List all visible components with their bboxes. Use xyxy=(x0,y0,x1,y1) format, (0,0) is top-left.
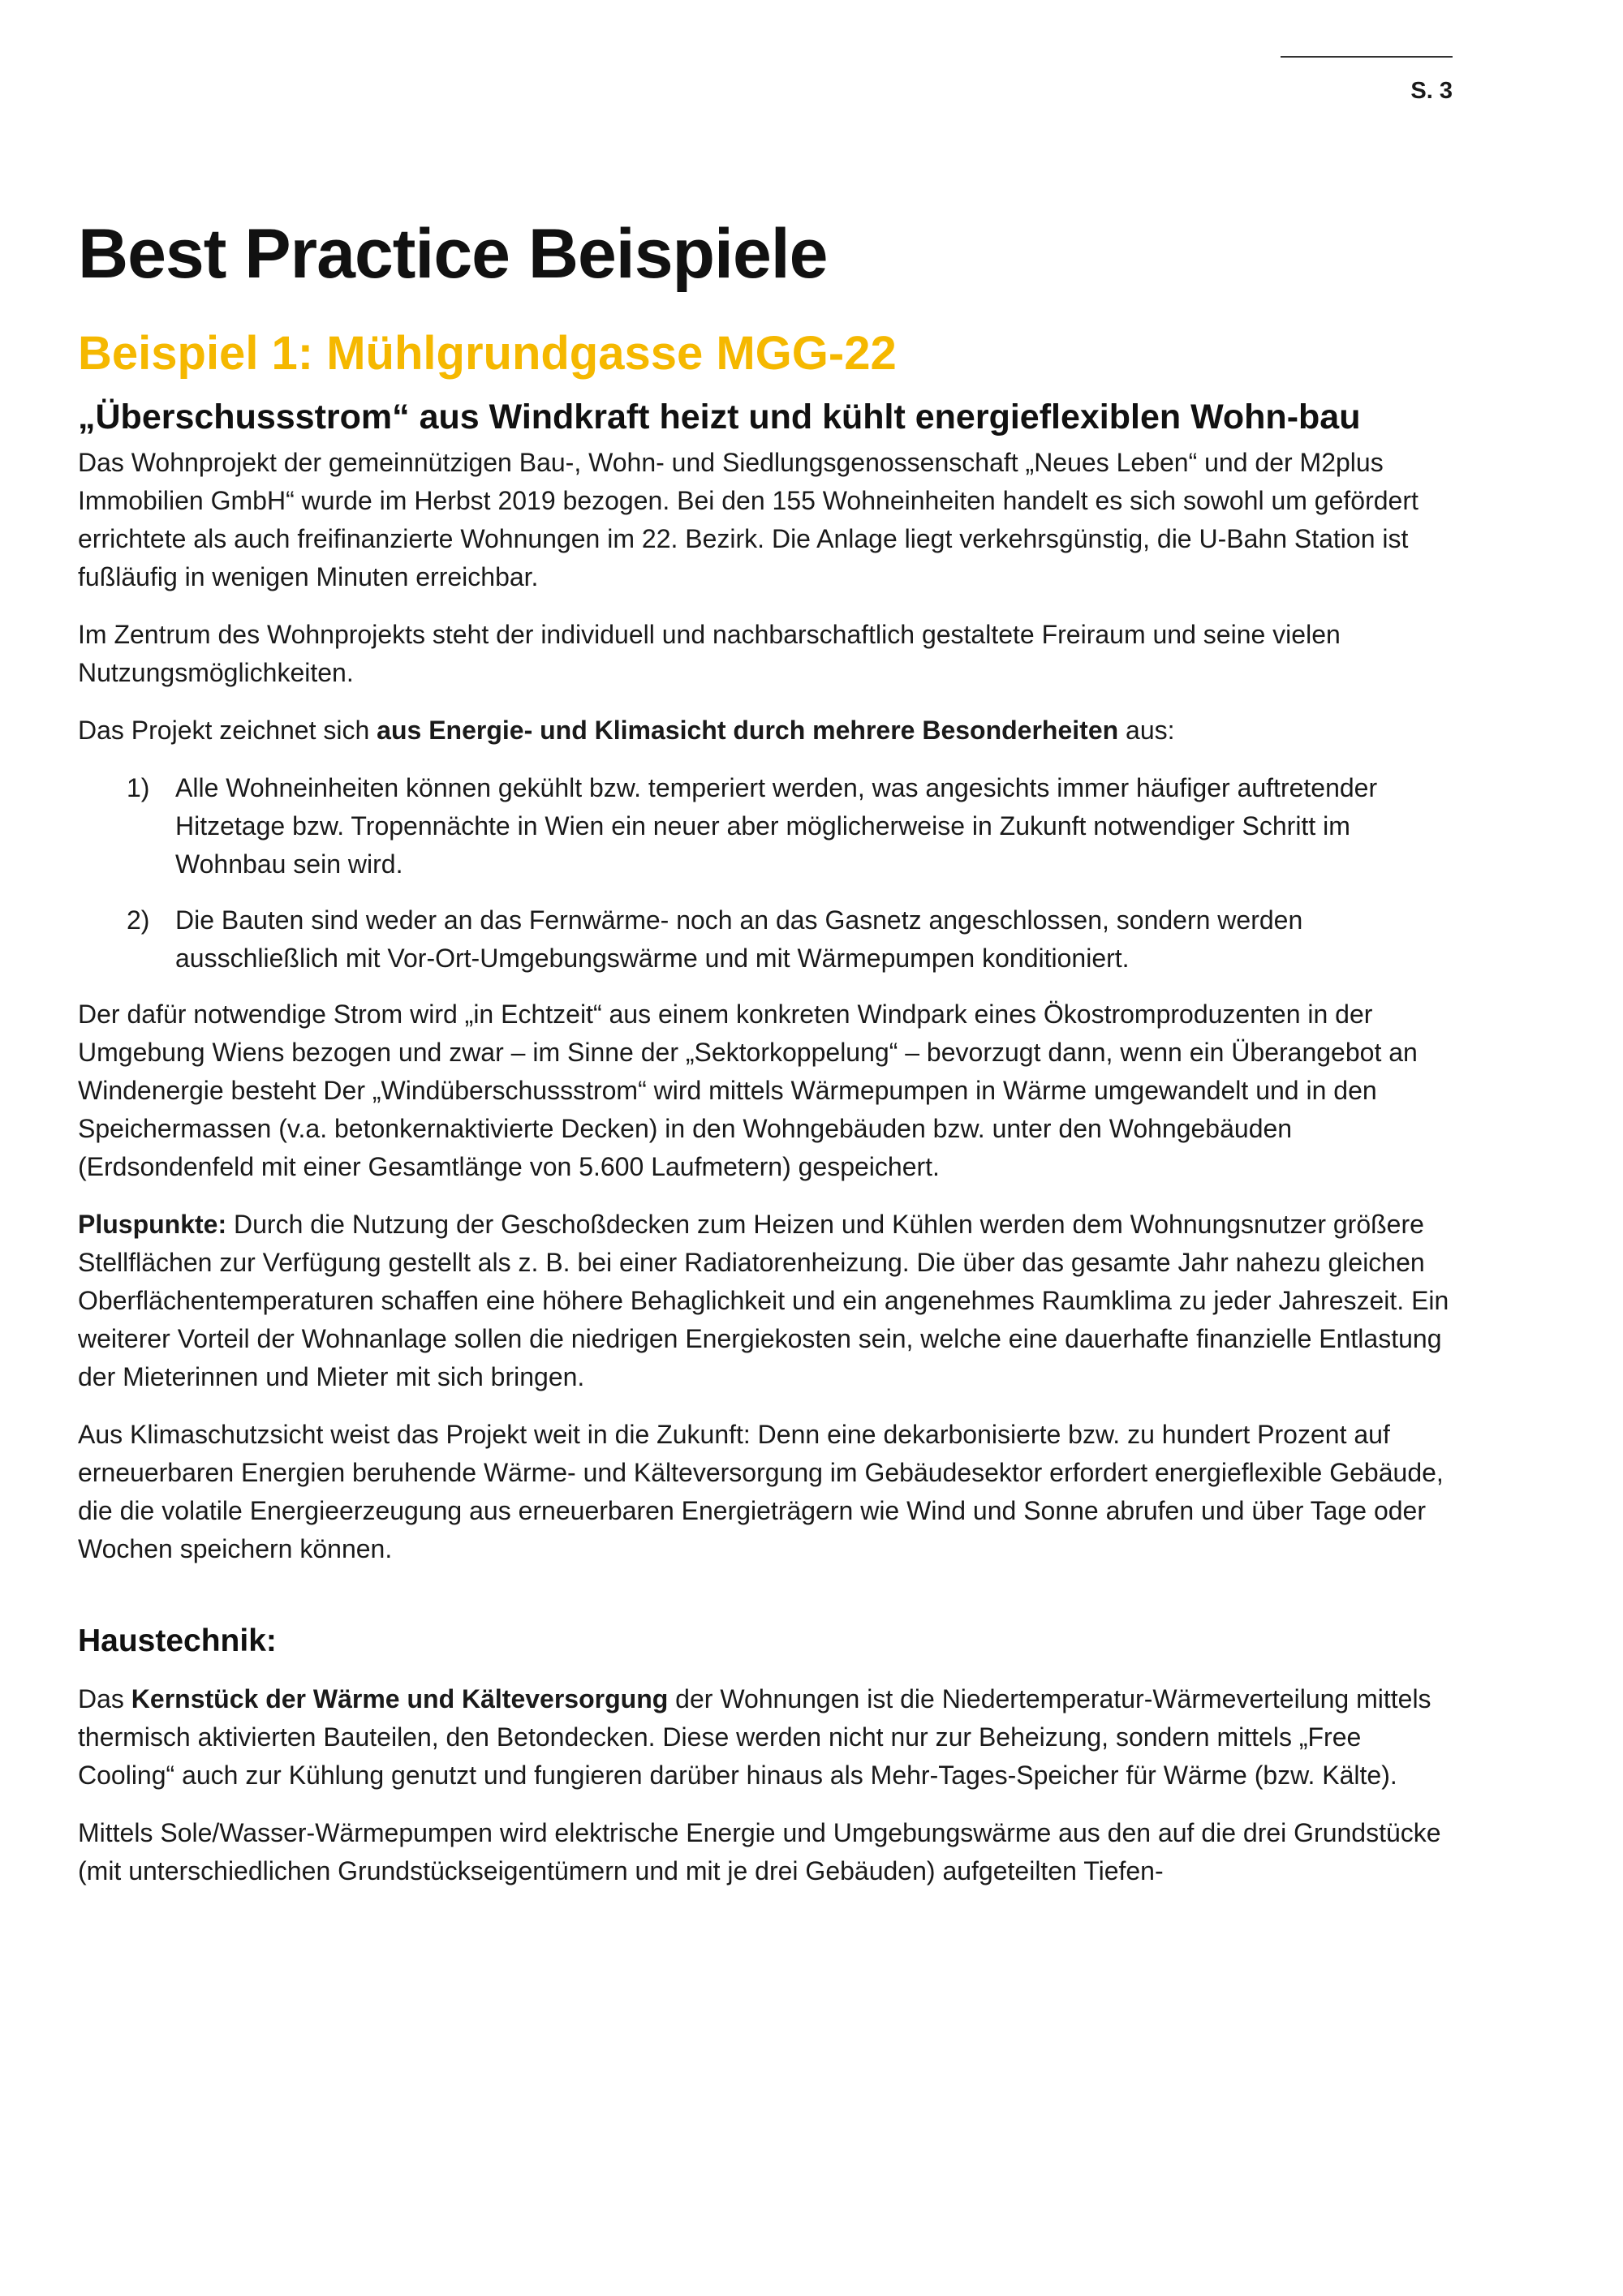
paragraph-besonderheiten xyxy=(78,712,1453,750)
page-title: Best Practice Beispiele xyxy=(78,215,828,293)
list-item xyxy=(78,901,1453,978)
pluspunkte-label: Pluspunkte: xyxy=(78,1210,227,1240)
pluspunkte-text: Durch die Nutzung der Geschoßdecken zum Heizen und Kühlen werden dem Wohnungsnutzer größere Stellflächen zur Verfügung gestellt als z. B. bei einer Radiatorenheizung. Die über das gesamte Jahr nahezu gleichen Oberflächentemperaturen schaffen eine höhere Behaglichkeit und ein angenehmes Raumklima zu jeder Jahreszeit. Ein weiterer Vorteil der Wohnanlage sollen die niedrigen Energiekosten sein, welche eine dauerhafte finanzielle Entlastung der Mieterinnen und Mieter mit sich bringen. xyxy=(78,1210,1449,1392)
section-heading-haustechnik: Haustechnik: xyxy=(78,1623,277,1659)
list-item-text: Alle Wohneinheiten können gekühlt bzw. temperiert werden, was angesichts immer häufiger auftretender Hitzetage bzw. Tropennächte in Wien ein neuer aber möglicherweise in Zukunft notwendiger Schritt im Wohnbau sein wird. xyxy=(175,773,1378,879)
paragraph-klimaschutz: Aus Klimaschutzsicht weist das Projekt weit in die Zukunft: Denn eine dekarbonisierte bzw. zu hundert Prozent auf erneuerbaren Energien beruhende Wärme- und Kälteversorgung im Gebäudesektor erfordert energieflexible Gebäude, die die volatile Energieerzeugung aus erneuerbaren Energieträgern wie Wind und Sonne abrufen und über Tage oder Wochen speichern können. xyxy=(78,1420,1444,1564)
feature-list xyxy=(78,769,1453,978)
paragraph-intro: Das Wohnprojekt der gemeinnützigen Bau-, Wohn- und Siedlungsgenossenschaft „Neues Leben“ und der M2plus Immobilien GmbH“ wurde im Herbst 2019 bezogen. Bei den 155 Wohneinheiten handelt es sich sowohl um gefördert errichtete als auch freifinanzierte Wohnungen im 22. Bezirk. Die Anlage liegt verkehrsgünstig, die U-Bahn Station ist fußläufig in wenigen Minuten erreichbar. xyxy=(78,448,1419,592)
besonderheiten-highlight: aus Energie- und Klimasicht durch mehrere Besonderheiten xyxy=(377,716,1119,746)
paragraph-waermepumpen: Mittels Sole/Wasser-Wärmepumpen wird elektrische Energie und Umgebungswärme aus den auf die drei Grundstücke (mit unterschiedlichen Grundstückseigentümern und mit je drei Gebäuden) aufgeteilten Tiefen- xyxy=(78,1818,1441,1886)
list-item xyxy=(78,769,1453,884)
kernstueck-highlight: Kernstück der Wärme und Kälteversorgung xyxy=(131,1684,669,1714)
list-item-number: 2) xyxy=(127,905,150,935)
example-title: Beispiel 1: Mühlgrundgasse MGG-22 xyxy=(78,327,897,381)
list-item-number: 1) xyxy=(127,773,150,803)
kernstueck-text-post: der Wohnungen ist die Niedertemperatur-Wärmeverteilung mittels thermisch aktivierten Bauteilen, den Betondecken. Diese werden nicht nur zur Beheizung, sondern mittels „Free Cooling“ auch zur Kühlung genutzt und fungieren darüber hinaus als Mehr-Tages-Speicher für Wärme (bzw. Kälte). xyxy=(78,1684,1431,1791)
list-item-text: Die Bauten sind weder an das Fernwärme- noch an das Gasnetz angeschlossen, sondern werden ausschließlich mit Vor-Ort-Umgebungswärme und mit Wärmepumpen konditioniert. xyxy=(175,905,1303,974)
paragraph-pluspunkte xyxy=(78,1206,1453,1396)
example-subtitle: „Überschussstrom“ aus Windkraft heizt und kühlt energieflexiblen Wohn-bau xyxy=(78,397,1361,436)
paragraph-kernstueck xyxy=(78,1680,1453,1795)
main-content xyxy=(78,213,1453,1910)
header-rule xyxy=(1281,56,1453,58)
kernstueck-text-pre: Das xyxy=(78,1684,131,1714)
besonderheiten-text-post: aus: xyxy=(1118,716,1175,746)
page-number: S. 3 xyxy=(1410,78,1453,104)
paragraph-freiraum: Im Zentrum des Wohnprojekts steht der individuell und nachbarschaftlich gestaltete Freiraum und seine vielen Nutzungsmöglichkeiten. xyxy=(78,620,1341,688)
paragraph-strom: Der dafür notwendige Strom wird „in Echtzeit“ aus einem konkreten Windpark eines Ökostromproduzenten in der Umgebung Wiens bezogen und zwar – im Sinne der „Sektorkoppelung“ – bevorzugt dann, wenn ein Überangebot an Windenergie besteht Der „Windüberschussstrom“ wird mittels Wärmepumpen in Wärme umgewandelt und in den Speichermassen (v.a. betonkernaktivierte Decken) in den Wohngebäuden bzw. unter den Wohngebäuden (Erdsondenfeld mit einer Gesamtlänge von 5.600 Laufmetern) gespeichert. xyxy=(78,1000,1418,1182)
besonderheiten-text-pre: Das Projekt zeichnet sich xyxy=(78,716,377,746)
